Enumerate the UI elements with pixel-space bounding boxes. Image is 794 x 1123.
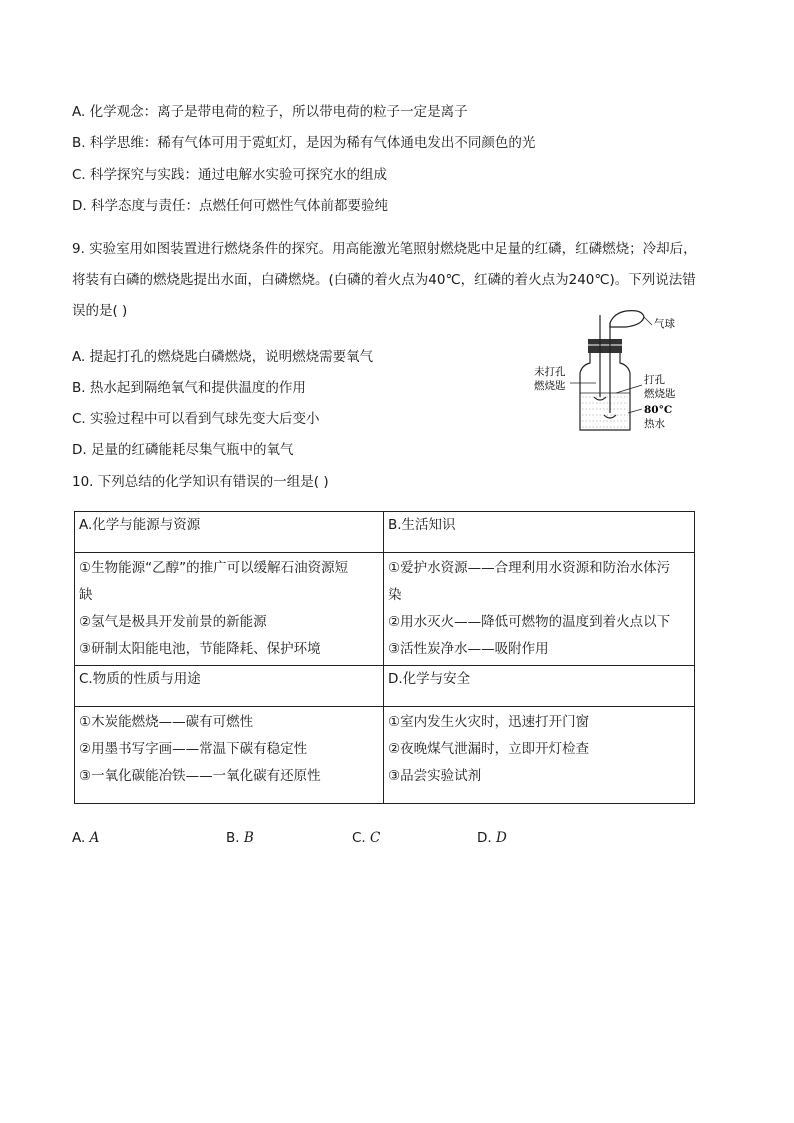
cell-a-content [75,553,384,666]
list-item: ②夜晚煤气泄漏时，立即开灯检查 [388,741,590,757]
choice-b[interactable] [226,830,254,846]
list-item: ③一氧化碳能冶铁——一氧化碳有还原性 [79,768,321,784]
q9-option-b: B. 热水起到隔绝氧气和提供温度的作用 [72,380,306,396]
list-item: 染 [388,587,402,603]
label-temperature: 80°C [644,404,673,416]
cell-b-title: B.生活知识 [384,512,695,553]
choice-c-value: C [370,830,381,846]
table-row [75,512,695,553]
q9-option-a: A. 提起打孔的燃烧匙白磷燃烧，说明燃烧需要氧气 [72,349,374,365]
cell-a-title: A.化学与能源与资源 [75,512,384,553]
label-balloon: 气球 [654,318,675,330]
table-row [75,707,695,804]
q9-option-c: C. 实验过程中可以看到气球先变大后变小 [72,411,320,427]
q10-choices [72,830,632,850]
cell-b-content [384,553,695,666]
choice-a-value: A [89,830,100,846]
cell-d-title: D.化学与安全 [384,666,695,707]
q9-option-d: D. 足量的红磷能耗尽集气瓶中的氧气 [72,442,294,458]
q8-option-c: C. 科学探究与实践：通过电解水实验可探究水的组成 [72,167,388,183]
knowledge-table [74,511,695,804]
choice-b-value: B [243,830,254,846]
label-perforated-2: 燃烧匙 [644,388,676,400]
choice-a[interactable] [72,830,99,846]
cell-c-title: C.物质的性质与用途 [75,666,384,707]
list-item: ③研制太阳能电池，节能降耗、保护环境 [79,641,321,657]
choice-c[interactable] [352,830,380,846]
q10-stem: 10. 下列总结的化学知识有错误的一组是( ) [72,474,329,490]
unperforated-spoon [594,397,606,400]
choice-c-prefix: C. [352,830,371,846]
list-item: ②用水灭火——降低可燃物的温度到着火点以下 [388,614,671,630]
rubber-stopper [588,339,622,353]
label-unperforated-2: 燃烧匙 [534,380,566,392]
q9-stem-line-3: 误的是( ) [72,303,128,319]
balloon [610,311,644,327]
list-item: ③品尝实验试剂 [388,768,482,784]
choice-a-prefix: A. [72,830,90,846]
cell-d-content [384,707,695,804]
choice-d-value: D [495,830,507,846]
label-unperforated-1: 未打孔 [534,366,566,378]
apparatus-figure [530,305,700,435]
choice-b-prefix: B. [226,830,244,846]
label-perforated-1: 打孔 [644,374,665,386]
list-item: ①生物能源“乙醇”的推广可以缓解石油资源短 [79,560,349,576]
list-item: ①室内发生火灾时，迅速打开门窗 [388,714,590,730]
bottle-outline [580,350,630,430]
hot-water-fill [582,397,628,427]
q8-option-b: B. 科学思维：稀有气体可用于霓虹灯，是因为稀有气体通电发出不同颜色的光 [72,135,536,151]
cell-c-content [75,707,384,804]
list-item: ①木炭能燃烧——碳有可燃性 [79,714,254,730]
list-item: ①爱护水资源——合理利用水资源和防治水体污 [388,560,671,576]
list-item: ②用墨书写字画——常温下碳有稳定性 [79,741,308,757]
table-row [75,553,695,666]
q9-stem-line-2: 将装有白磷的燃烧匙提出水面，白磷燃烧。(白磷的着火点为40℃，红磷的着火点为240℃)。下列说法错 [72,272,696,288]
table-row [75,666,695,707]
list-item: ②氢气是极具开发前景的新能源 [79,614,267,630]
list-item: ③活性炭净水——吸附作用 [388,641,549,657]
choice-d[interactable] [477,830,507,846]
list-item: 缺 [79,587,93,603]
perforated-spoon [604,415,616,418]
choice-d-prefix: D. [477,830,496,846]
q8-option-a: A. 化学观念：离子是带电荷的粒子，所以带电荷的粒子一定是离子 [72,104,468,120]
q8-option-d: D. 科学态度与责任：点燃任何可燃性气体前都要验纯 [72,198,388,214]
label-hot-water: 热水 [644,418,665,430]
q9-stem-line-1: 9. 实验室用如图装置进行燃烧条件的探究。用高能激光笔照射燃烧匙中足量的红磷，红磷燃烧；冷却后， [72,241,697,257]
